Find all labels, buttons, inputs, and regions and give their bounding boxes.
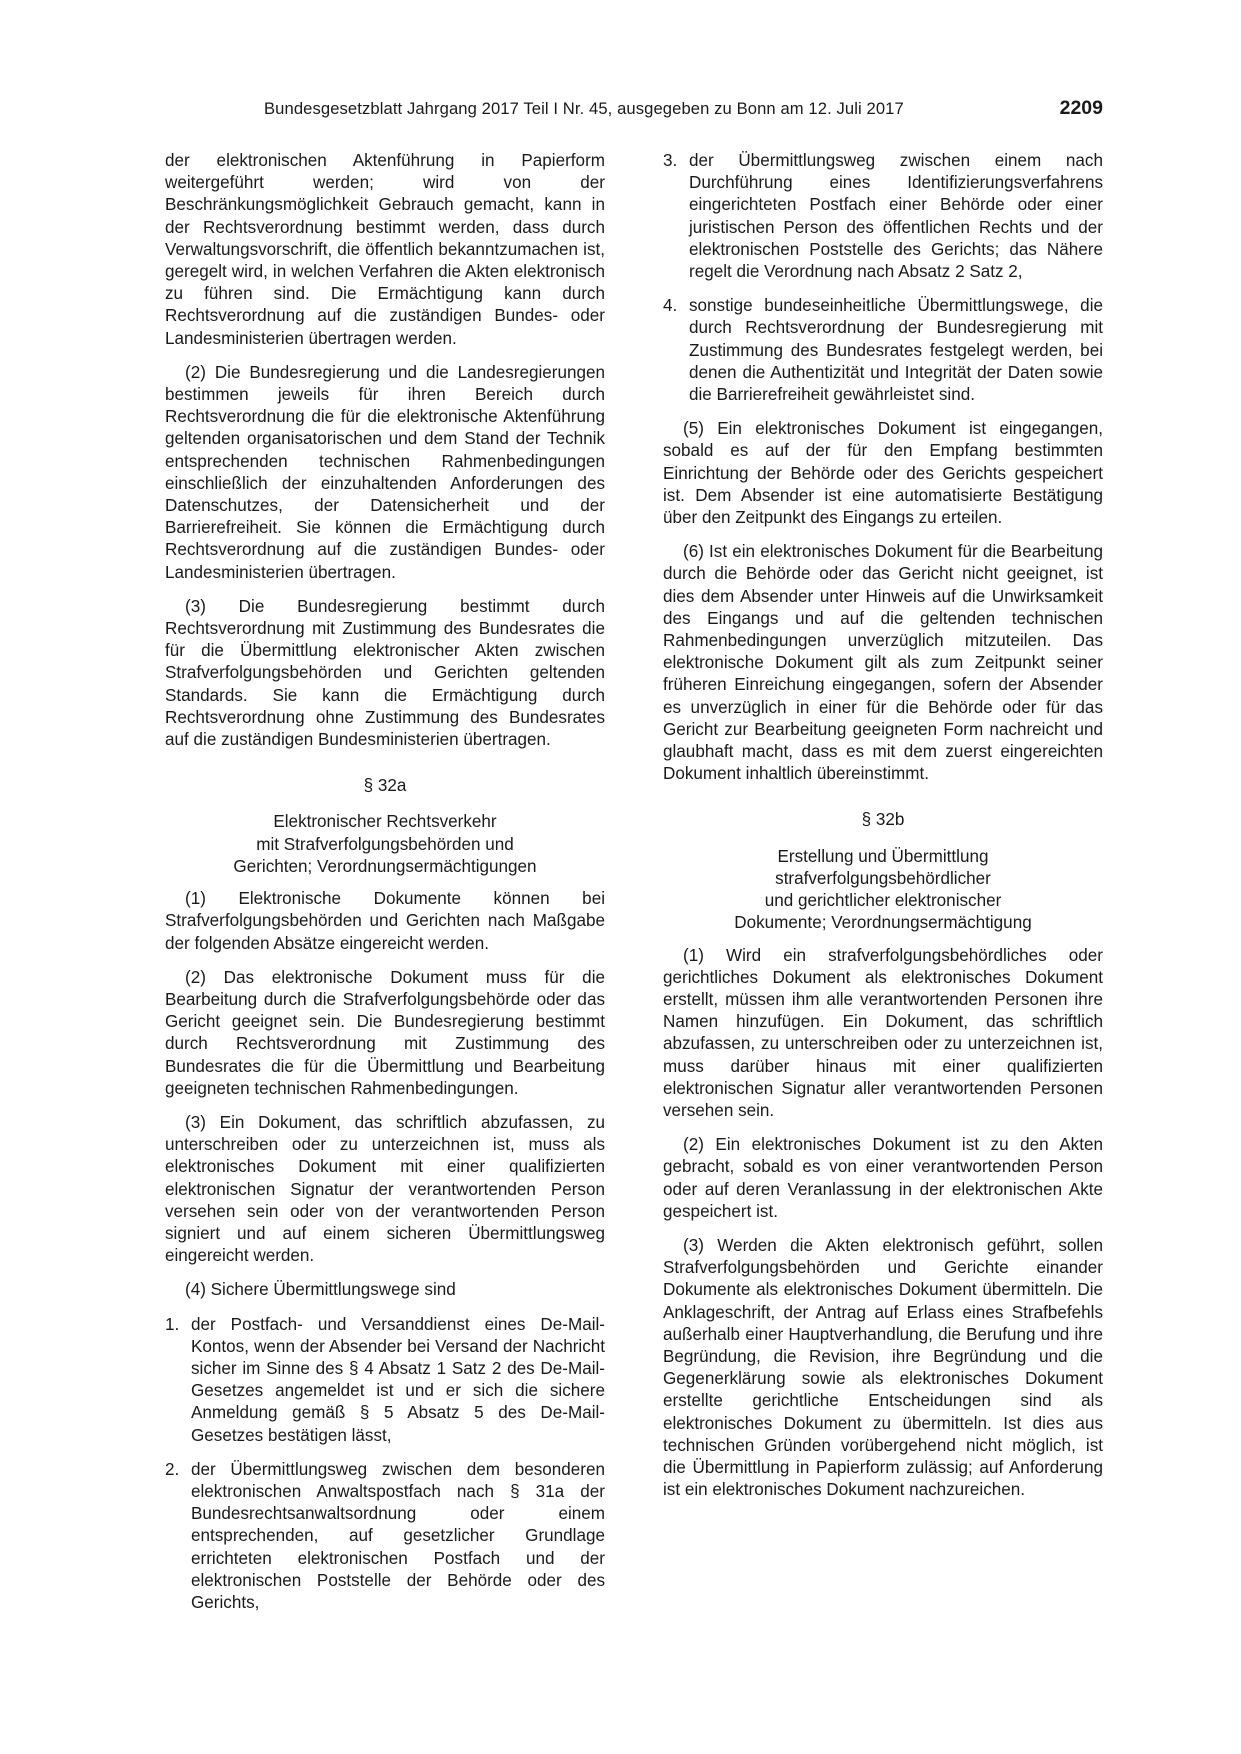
list-item-text: der Übermittlungsweg zwischen einem nach Durchführung eines Identifizierungsverfahrens eingerichteten Postfach einer Behörde oder einer juristischen Person des öffentlichen Rechts und der elektronischen Poststelle des Gerichts; das Nähere regelt die Verordnung nach Absatz 2 Satz 2,: [689, 151, 1103, 282]
paragraph-2: (2) Die Bundesregierung und die Landesregierungen bestimmen jeweils für ihren Bereich durch Rechtsverordnung die für die elektronische Aktenführung geltenden organisatorischen und dem Stand der Technik entsprechenden technischen Rahmenbedingungen einschließlich der einzuhaltenden Anforderungen des Datenschutzes, der Datensicherheit und der Barrierefreiheit. Sie können die Ermächtigung durch Rechtsverordnung auf die zuständigen Bundes- oder Landesministerien übertragen.: [165, 362, 605, 582]
list-item-text: der Übermittlungsweg zwischen dem besonderen elektronischen Anwaltspostfach nach § 31a der Bundesrechtsanwaltsordnung oder einem entsprechenden, auf gesetzlicher Grundlage errichteten elektronischen Postfach und der elektronischen Poststelle der Behörde oder des Gerichts,: [191, 1459, 605, 1612]
list-item-text: sonstige bundeseinheitliche Übermittlungswege, die durch Rechtsverordnung der Bundesregierung mit Zustimmung des Bundesrates festgelegt werden, bei denen die Authentizität und Integrität der Daten sowie die Barrierefreiheit gewährleistet sind.: [689, 296, 1103, 405]
section-32b-absatz-2: (2) Ein elektronisches Dokument ist zu den Akten gebracht, sobald es von einer verantwortenden Person oder auf deren Veranlassung in der elektronischen Akte gespeichert ist.: [663, 1135, 1103, 1221]
list-item: [663, 150, 1103, 283]
page-header: [163, 99, 1103, 125]
page-number: 2209: [1059, 97, 1103, 119]
section-32b-title-line: und gerichtlicher elektronischer: [764, 891, 1002, 911]
section-32b-title-line: strafverfolgungsbehördlicher: [775, 868, 991, 888]
section-32b-absatz-3: (3) Werden die Akten elektronisch geführt, sollen Strafverfolgungsbehörden und Gerichte einander Dokumente als elektronisches Dokument übermitteln. Die Anklageschrift, der Antrag auf Erlass eines Strafbefehls außerhalb einer Hauptverhandlung, die Berufung und ihre Begründung, die Revision, ihre Begründung und die Gegenerklärung sowie als elektronisches Dokument erstellte gerichtliche Entscheidungen sind als elektronisches Dokument zu übermitteln. Ist dies aus technischen Gründen vorübergehend nicht möglich, ist die Übermittlung in Papierform zulässig; auf Anforderung ist ein elektronisches Dokument nachzureichen.: [663, 1235, 1103, 1500]
section-32a-absatz-5: (5) Ein elektronisches Dokument ist eingegangen, sobald es auf der für den Empfang bestimmten Einrichtung der Behörde oder des Gerichts gespeichert ist. Dem Absender ist eine automatisierte Bestätigung über den Zeitpunkt des Eingangs zu erteilen.: [663, 419, 1103, 528]
paragraph-3: (3) Die Bundesregierung bestimmt durch Rechtsverordnung mit Zustimmung des Bundesrates die für die Übermittlung elektronischer Akten zwischen Strafverfolgungsbehörden und Gerichten geltenden Standards. Sie kann die Ermächtigung durch Rechtsverordnung ohne Zustimmung des Bundesrates auf die zuständigen Bundesministerien übertragen.: [165, 596, 605, 750]
gazette-header-title: Bundesgesetzblatt Jahrgang 2017 Teil I Nr. 45, ausgegeben zu Bonn am 12. Juli 2017: [264, 99, 904, 118]
section-32b-absatz-1: (1) Wird ein strafverfolgungsbehördliches oder gerichtliches Dokument als elektronisches Dokument erstellt, müssen ihm alle verantwortenden Personen ihre Namen hinzufügen. Ein Dokument, das schriftlich abzufassen, zu unterschreiben oder zu unterzeichnen ist, muss darüber hinaus mit einer qualifizierten elektronischen Signatur aller verantwortenden Personen versehen sein.: [663, 945, 1103, 1120]
section-32a-absatz-3: (3) Ein Dokument, das schriftlich abzufassen, zu unterschreiben oder zu unterzeichnen ist, muss als elektronisches Dokument mit einer qualifizierten elektronischen Signatur der verantwortenden Person versehen sein oder von der verantwortenden Person signiert und auf einem sicheren Übermittlungsweg eingereicht werden.: [165, 1112, 605, 1266]
list-item-number: 3.: [663, 151, 678, 170]
section-32b-title-line: Dokumente; Verordnungsermächtigung: [734, 913, 1032, 933]
section-32a-title: [165, 811, 605, 878]
section-32a-absatz-6: (6) Ist ein elektronisches Dokument für die Bearbeitung durch die Behörde oder das Gericht nicht geeignet, ist dies dem Absender unter Hinweis auf die Unwirksamkeit des Eingangs und auf die geltenden technischen Rahmenbedingungen unverzüglich mitzuteilen. Das elektronische Dokument gilt als zum Zeitpunkt seiner früheren Einreichung eingegangen, sofern der Absender es unverzüglich in einer für die Behörde oder für das Gericht zur Bearbeitung geeigneten Form nachreicht und glaubhaft macht, dass es mit dem zuerst eingereichten Dokument inhaltlich übereinstimmt.: [663, 542, 1103, 784]
left-column: [165, 150, 605, 1626]
list-item: [165, 1459, 605, 1614]
right-column: [663, 150, 1103, 1513]
section-32a-title-line: mit Strafverfolgungsbehörden und: [256, 834, 514, 854]
section-32b-number: § 32b: [861, 810, 905, 830]
section-32b-title-line: Erstellung und Übermittlung: [777, 846, 989, 866]
list-item-text: der Postfach- und Versanddienst eines De-Mail-Kontos, wenn der Absender bei Versand der Nachricht sicher im Sinne des § 4 Absatz 1 Satz 2 des De-Mail-Gesetzes angemeldet ist und er sich die sichere Anmeldung gemäß § 5 Absatz 5 des De-Mail-Gesetzes bestätigen lässt,: [191, 1314, 605, 1445]
list-item: [165, 1314, 605, 1447]
section-32a-number: § 32a: [363, 776, 407, 796]
paragraph-continuation: der elektronischen Aktenführung in Papierform weitergeführt werden; wird von der Beschränkungsmöglichkeit Gebrauch gemacht, kann in der Rechtsverordnung bestimmt werden, dass durch Verwaltungsvorschrift, die öffentlich bekanntzumachen ist, geregelt wird, in welchen Verfahren die Akten elektronisch zu führen sind. Die Ermächtigung kann durch Rechtsverordnung auf die zuständigen Bundes- oder Landesministerien übertragen werden.: [165, 151, 605, 348]
list-item-number: 1.: [165, 1314, 180, 1334]
section-32b-title: [663, 846, 1103, 935]
section-32a-title-line: Gerichten; Verordnungsermächtigungen: [233, 856, 537, 876]
section-32a-absatz-4: (4) Sichere Übermittlungswege sind: [185, 1280, 456, 1300]
section-32a-absatz-1: (1) Elektronische Dokumente können bei Strafverfolgungsbehörden und Gerichten nach Maßgabe der folgenden Absätze eingereicht werden.: [165, 889, 605, 953]
section-32a-absatz-2: (2) Das elektronische Dokument muss für die Bearbeitung durch die Strafverfolgungsbehörde oder das Gericht geeignet sein. Die Bundesregierung bestimmt durch Rechtsverordnung mit Zustimmung des Bundesrates die für die Übermittlung und Bearbeitung geeigneten technischen Rahmenbedingungen.: [165, 967, 605, 1098]
list-item-number: 2.: [165, 1459, 180, 1479]
section-32a-title-line: Elektronischer Rechtsverkehr: [273, 812, 497, 832]
list-item: [663, 295, 1103, 406]
list-item-number: 4.: [663, 296, 678, 316]
